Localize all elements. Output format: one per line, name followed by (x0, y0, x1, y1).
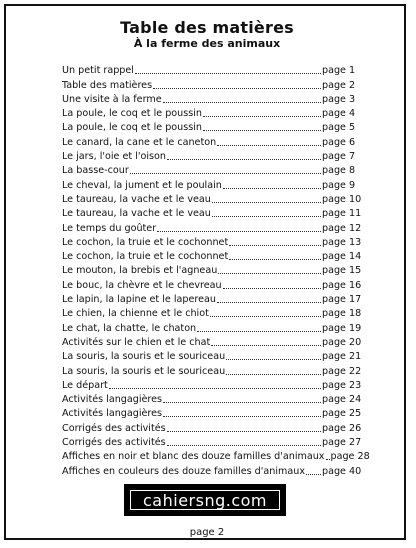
toc-dot-leader (229, 245, 321, 246)
toc-dot-leader (167, 431, 321, 432)
toc-entry (62, 235, 366, 249)
toc-entry (62, 277, 366, 291)
toc-dot-leader (212, 202, 321, 203)
toc-dot-leader (212, 216, 321, 217)
toc-entry-page: page 21 (322, 351, 362, 363)
toc-entry (62, 63, 366, 77)
toc-entry-label: Le taureau, la vache et le veau (62, 208, 211, 220)
toc-entry-page: page 5 (322, 122, 356, 134)
toc-dot-leader (211, 345, 321, 346)
toc-dot-leader (167, 159, 321, 160)
toc-entry (62, 335, 366, 349)
toc-entry (62, 449, 370, 463)
toc-entry (62, 120, 366, 134)
toc-dot-leader (163, 102, 321, 103)
toc-entry-page: page 17 (322, 294, 362, 306)
toc-entry-label: Le départ (62, 379, 108, 391)
toc-entry (62, 463, 366, 477)
toc-entry-page: page 19 (322, 322, 362, 334)
toc-dot-leader (203, 116, 321, 117)
toc-entry-page: page 10 (322, 193, 362, 205)
toc-entry-label: La poule, le coq et le poussin (62, 122, 202, 134)
toc-entry (62, 92, 366, 106)
toc-entry-page: page 15 (322, 265, 362, 277)
toc-dot-leader (135, 73, 321, 74)
toc-entry (62, 106, 366, 120)
toc-entry-page: page 8 (322, 165, 356, 177)
toc-dot-leader (226, 359, 321, 360)
toc-entry-page: page 2 (322, 79, 356, 91)
toc-entry-page: page 11 (322, 208, 362, 220)
toc-entry-label: Un petit rappel (62, 65, 134, 77)
toc-entry-page: page 18 (322, 308, 362, 320)
toc-entry-label: Le bouc, la chèvre et le chevreau (62, 279, 222, 291)
toc-entry (62, 149, 366, 163)
toc-entry (62, 435, 366, 449)
toc-entry (62, 163, 366, 177)
toc-entry-label: La souris, la souris et le souriceau (62, 351, 226, 363)
toc-dot-leader (326, 459, 330, 460)
toc-entry (62, 206, 366, 220)
toc-entry (62, 77, 366, 91)
toc-entry-page: page 16 (322, 279, 362, 291)
page-title: Table des matières (120, 18, 294, 37)
toc-entry-label: Corrigés des activités (62, 437, 166, 449)
toc-entry (62, 192, 366, 206)
toc-dot-leader (226, 374, 321, 375)
toc-entry-label: Le cheval, la jument et le poulain (62, 179, 222, 191)
toc-entry-label: Le cochon, la truie et le cochonnet (62, 236, 229, 248)
toc-entry-page: page 26 (322, 422, 362, 434)
toc-entry-label: Le chien, la chienne et le chiot (62, 308, 209, 320)
toc-entry-label: La poule, le coq et le poussin (62, 108, 202, 120)
toc-entry-page: page 28 (330, 451, 370, 463)
toc-entry-label: La basse-cour (62, 165, 129, 177)
toc-entry-label: Le cochon, la truie et le cochonnet (62, 251, 229, 263)
toc-entry (62, 134, 366, 148)
toc-dot-leader (167, 445, 321, 446)
toc-entry-label: Le taureau, la vache et le veau (62, 193, 211, 205)
toc-entry-label: Affiches en couleurs des douze familles d'animaux (62, 465, 305, 477)
table-of-contents (62, 63, 370, 478)
toc-entry-label: Activités sur le chien et le chat (62, 336, 211, 348)
toc-dot-leader (197, 331, 321, 332)
toc-dot-leader (163, 402, 321, 403)
toc-dot-leader (218, 273, 321, 274)
toc-entry (62, 363, 366, 377)
toc-entry-page: page 13 (322, 236, 362, 248)
brand-logo-text: cahiersng.com (143, 490, 267, 510)
toc-entry-label: Une visite à la ferme (62, 93, 162, 105)
toc-entry (62, 263, 366, 277)
toc-dot-leader (163, 416, 321, 417)
toc-entry (62, 349, 366, 363)
toc-entry-page: page 24 (322, 394, 362, 406)
toc-entry (62, 220, 366, 234)
toc-dot-leader (217, 145, 321, 146)
toc-entry-label: Le jars, l'oie et l'oison (62, 151, 167, 163)
toc-entry-label: Activités langagières (62, 394, 163, 406)
toc-dot-leader (153, 88, 321, 89)
toc-entry-label: Affiches en noir et blanc des douze familles d'animaux (62, 451, 325, 463)
toc-dot-leader (157, 231, 321, 232)
document-page (4, 4, 406, 540)
toc-entry-page: page 3 (322, 93, 356, 105)
toc-entry-page: page 7 (322, 151, 356, 163)
toc-entry-page: page 40 (322, 465, 362, 477)
toc-entry-label: Le mouton, la brebis et l'agneau (62, 265, 218, 277)
toc-entry (62, 420, 366, 434)
toc-entry (62, 177, 366, 191)
toc-entry-page: page 4 (322, 108, 356, 120)
toc-dot-leader (223, 288, 321, 289)
toc-entry-page: page 23 (322, 379, 362, 391)
page-subtitle: À la ferme des animaux (133, 37, 281, 50)
toc-entry-page: page 22 (322, 365, 362, 377)
brand-logo-box (124, 484, 286, 516)
footer-page-number: page 2 (189, 527, 225, 538)
toc-entry-label: Le canard, la cane et le caneton (62, 136, 217, 148)
toc-entry-label: Corrigés des activités (62, 422, 166, 434)
toc-entry-label: Le lapin, la lapine et le lapereau (62, 294, 216, 306)
toc-entry-page: page 6 (322, 136, 356, 148)
toc-entry-label: Le temps du goûter (62, 222, 157, 234)
toc-entry (62, 392, 366, 406)
toc-dot-leader (217, 302, 321, 303)
toc-entry-page: page 9 (322, 179, 356, 191)
toc-entry-page: page 25 (322, 408, 362, 420)
toc-entry-page: page 1 (322, 65, 356, 77)
toc-entry (62, 306, 366, 320)
toc-entry-page: page 12 (322, 222, 362, 234)
toc-dot-leader (130, 173, 321, 174)
toc-entry (62, 378, 366, 392)
toc-dot-leader (109, 388, 321, 389)
toc-dot-leader (306, 474, 321, 475)
toc-dot-leader (203, 130, 321, 131)
toc-dot-leader (229, 259, 321, 260)
toc-entry (62, 406, 366, 420)
toc-entry-page: page 20 (322, 336, 362, 348)
toc-dot-leader (210, 316, 321, 317)
toc-entry-label: Le chat, la chatte, le chaton (62, 322, 197, 334)
toc-entry-label: Table des matières (62, 79, 153, 91)
toc-entry-label: La souris, la souris et le souriceau (62, 365, 226, 377)
toc-entry-label: Activités langagières (62, 408, 163, 420)
toc-entry-page: page 14 (322, 251, 362, 263)
toc-entry (62, 249, 366, 263)
toc-dot-leader (223, 188, 321, 189)
toc-entry (62, 320, 366, 334)
toc-entry-page: page 27 (322, 437, 362, 449)
toc-entry (62, 292, 366, 306)
